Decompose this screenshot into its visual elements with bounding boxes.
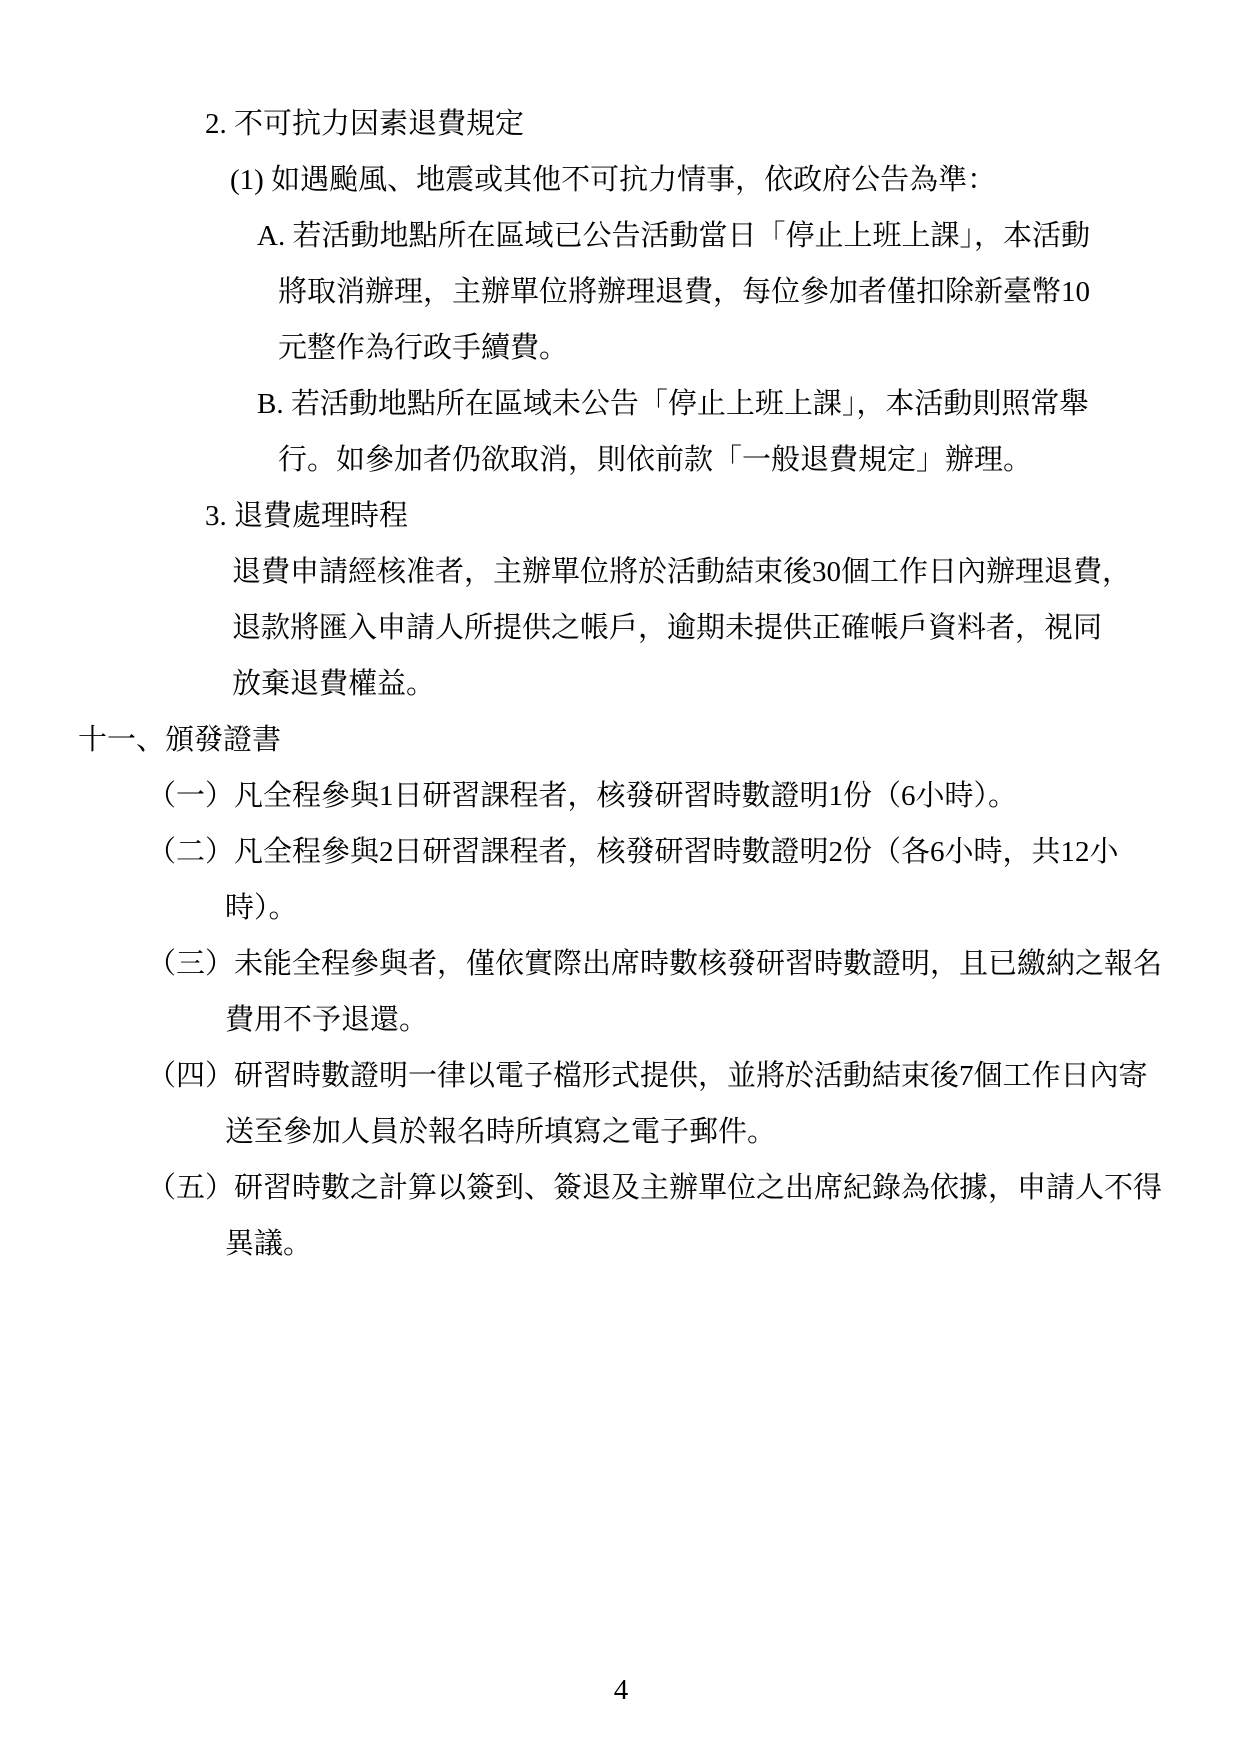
section-11-heading: 十一、頒發證書 (78, 724, 282, 756)
item-3-heading: 3. 退費處理時程 (205, 500, 409, 532)
item-11-2-line-2: 時）。 (225, 892, 298, 924)
item-3-body-line-2: 退款將匯入申請人所提供之帳戶，逾期未提供正確帳戶資料者，視同 (232, 612, 1103, 644)
item-11-3-line-2: 費用不予退還。 (225, 1004, 429, 1036)
item-2-1: (1) 如遇颱風、地震或其他不可抗力情事，依政府公告為準： (230, 164, 997, 196)
document-body (0, 96, 1242, 1272)
item-3-body-line-1: 退費申請經核准者，主辦單位將於活動結束後30個工作日內辦理退費， (232, 556, 1132, 588)
item-3-body-line-3: 放棄退費權益。 (232, 668, 436, 700)
item-2-1-B-line-2: 行。如參加者仍欲取消，則依前款「一般退費規定」辦理。 (278, 444, 1033, 476)
item-11-5-line-1: （五）研習時數之計算以簽到、簽退及主辦單位之出席紀錄為依據，申請人不得 (147, 1172, 1163, 1204)
item-2-1-A-line-1: A. 若活動地點所在區域已公告活動當日「停止上班上課」，本活動 (257, 220, 1090, 252)
item-11-1: （一）凡全程參與1日研習課程者，核發研習時數證明1份（6小時）。 (147, 780, 1018, 812)
item-2-1-A-line-3: 元整作為行政手續費。 (278, 332, 569, 364)
item-11-4-line-2: 送至參加人員於報名時所填寫之電子郵件。 (225, 1116, 777, 1148)
item-11-3-line-1: （三）未能全程參與者，僅依實際出席時數核發研習時數證明，且已繳納之報名 (147, 948, 1163, 980)
item-11-5-line-2: 異議。 (225, 1228, 313, 1260)
item-2-1-B-line-1: B. 若活動地點所在區域未公告「停止上班上課」，本活動則照常舉 (257, 388, 1089, 420)
item-11-4-line-1: （四）研習時數證明一律以電子檔形式提供，並將於活動結束後7個工作日內寄 (147, 1060, 1148, 1092)
item-11-2-line-1: （二）凡全程參與2日研習課程者，核發研習時數證明2份（各6小時，共12小 (147, 836, 1119, 868)
page-number: 4 (613, 1674, 629, 1706)
item-2-heading: 2. 不可抗力因素退費規定 (205, 108, 525, 140)
item-2-1-A-line-2: 將取消辦理，主辦單位將辦理退費，每位參加者僅扣除新臺幣10 (278, 276, 1091, 308)
